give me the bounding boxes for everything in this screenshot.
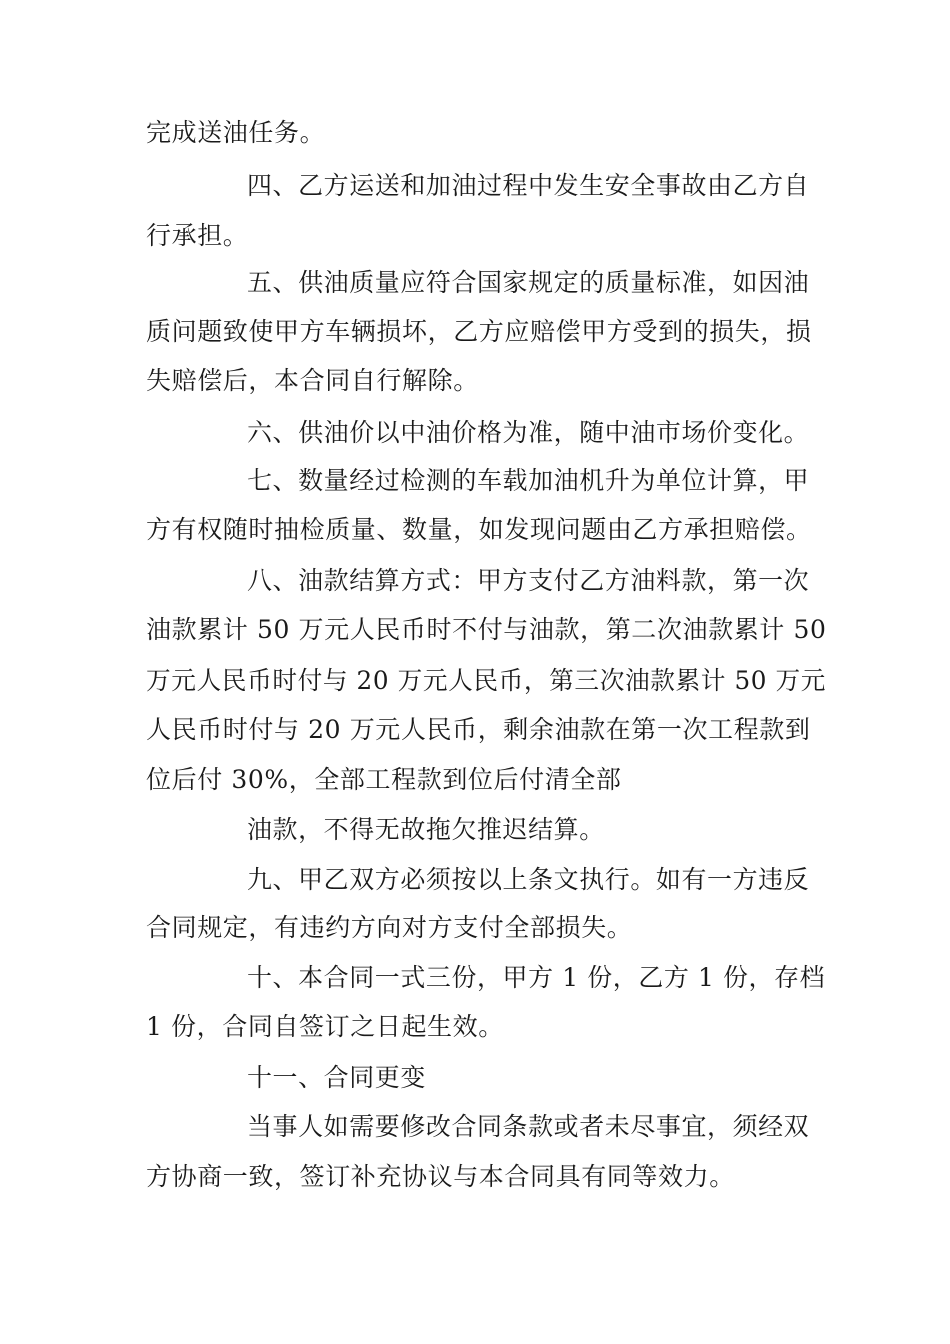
text-line: 失赔偿后，本合同自行解除。 xyxy=(146,366,479,395)
text-line: 人民币时付与 20 万元人民币，剩余油款在第一次工程款到 xyxy=(146,715,811,744)
clause-4-heading-line: 四、乙方运送和加油过程中发生安全事故由乙方自 xyxy=(247,171,810,200)
text-line: 油款累计 50 万元人民币时不付与油款，第二次油款累计 50 xyxy=(146,615,827,644)
text-line: 位后付 30%，全部工程款到位后付清全部 xyxy=(146,765,622,794)
text-line: 完成送油任务。 xyxy=(146,118,326,147)
text-line: 万元人民币时付与 20 万元人民币，第三次油款累计 50 万元 xyxy=(146,666,827,695)
text-line: 方协商一致，签订补充协议与本合同具有同等效力。 xyxy=(146,1162,735,1191)
text-line: 方有权随时抽检质量、数量，如发现问题由乙方承担赔偿。 xyxy=(146,515,812,544)
clause-9-heading-line: 九、甲乙双方必须按以上条文执行。如有一方违反 xyxy=(247,865,810,894)
clause-7-heading-line: 七、数量经过检测的车载加油机升为单位计算，甲 xyxy=(247,466,810,495)
text-line: 当事人如需要修改合同条款或者未尽事宜，须经双 xyxy=(247,1112,810,1141)
text-line: 合同规定，有违约方向对方支付全部损失。 xyxy=(146,913,633,942)
clause-5-heading-line: 五、供油质量应符合国家规定的质量标准，如因油 xyxy=(247,268,810,297)
clause-8-heading-line: 八、油款结算方式：甲方支付乙方油料款，第一次 xyxy=(247,566,810,595)
clause-6-line: 六、供油价以中油价格为准，随中油市场价变化。 xyxy=(247,418,810,447)
clause-10-heading-line: 十、本合同一式三份，甲方 1 份，乙方 1 份，存档 xyxy=(247,963,826,992)
text-line: 行承担。 xyxy=(146,221,249,250)
text-line: 油款，不得无故拖欠推迟结算。 xyxy=(247,815,605,844)
text-line: 质问题致使甲方车辆损坏，乙方应赔偿甲方受到的损失，损 xyxy=(146,317,812,346)
text-line: 1 份，合同自签订之日起生效。 xyxy=(146,1012,504,1041)
clause-11-heading: 十一、合同更变 xyxy=(247,1063,426,1092)
